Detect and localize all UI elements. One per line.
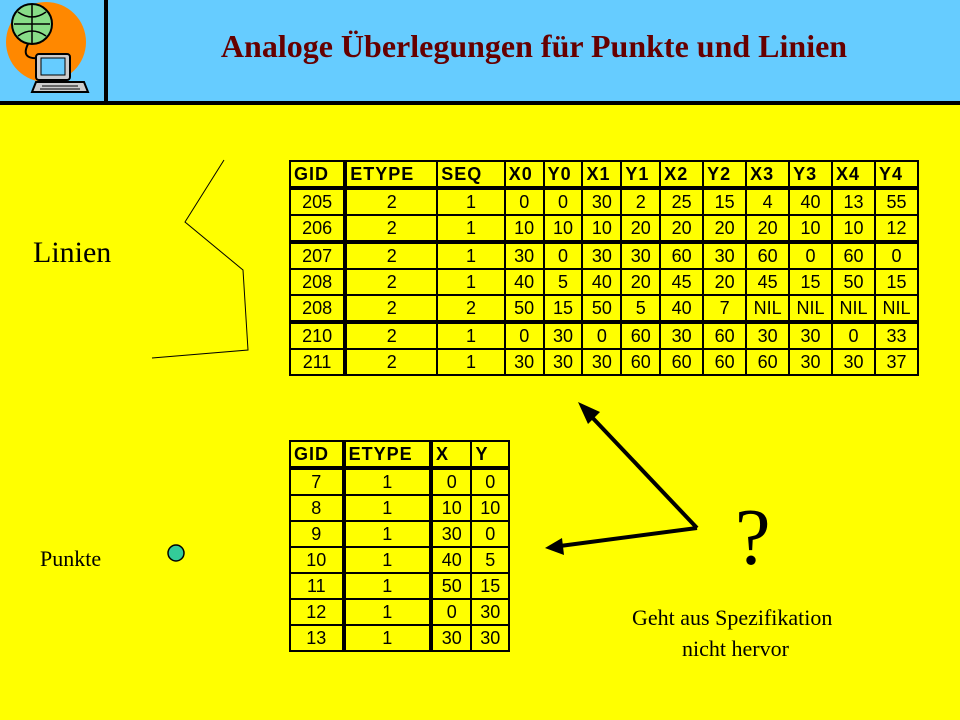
table-cell: 40 (505, 269, 544, 295)
table-cell: 2 (621, 188, 660, 215)
question-mark: ? (735, 494, 771, 582)
table-cell: 60 (832, 242, 875, 269)
table-cell: 1 (437, 349, 505, 375)
table-cell: 30 (582, 349, 621, 375)
table-row (290, 468, 509, 495)
table-cell: 2 (345, 295, 437, 322)
table-cell: 208 (290, 295, 345, 322)
table-cell: 2 (345, 242, 437, 269)
note-line-2: nicht hervor (682, 636, 789, 661)
table-cell: 60 (703, 349, 746, 375)
table-cell: 2 (345, 349, 437, 375)
table-cell: 60 (660, 349, 703, 375)
arrow-to-punkte-shaft (560, 528, 697, 546)
table-cell: NIL (875, 295, 918, 322)
table-cell: 10 (290, 547, 344, 573)
punkte-label: Punkte (40, 546, 102, 571)
table-cell: 20 (703, 269, 746, 295)
column-header: X1 (582, 161, 621, 188)
table-cell: 0 (544, 188, 583, 215)
linien-label: Linien (33, 236, 112, 269)
table-cell: NIL (746, 295, 789, 322)
table-cell: 5 (621, 295, 660, 322)
table-cell: 30 (431, 625, 471, 651)
table-cell: 45 (660, 269, 703, 295)
table-cell: 1 (437, 269, 505, 295)
table-cell: 10 (582, 215, 621, 242)
table-cell: 211 (290, 349, 345, 375)
column-header: Y3 (789, 161, 832, 188)
table-cell: 20 (703, 215, 746, 242)
table-cell: 50 (505, 295, 544, 322)
column-header: ETYPE (344, 441, 431, 468)
table-cell: 50 (582, 295, 621, 322)
page-title: Analoge Überlegungen für Punkte und Linien (220, 28, 848, 64)
table-cell: 12 (290, 599, 344, 625)
table-cell: 1 (344, 547, 431, 573)
table-cell: NIL (832, 295, 875, 322)
table-cell: 55 (875, 188, 918, 215)
table-cell: 10 (544, 215, 583, 242)
table-cell: 60 (660, 242, 703, 269)
table-cell: 0 (544, 242, 583, 269)
table-cell: 60 (746, 242, 789, 269)
table-cell: 0 (505, 322, 544, 349)
table-cell: 7 (290, 468, 344, 495)
column-header: Y0 (544, 161, 583, 188)
table-cell: 0 (875, 242, 918, 269)
table-cell: 1 (437, 322, 505, 349)
table-cell: 1 (344, 625, 431, 651)
table-cell: 37 (875, 349, 918, 375)
table-cell: 30 (505, 242, 544, 269)
table-cell: 13 (832, 188, 875, 215)
table-cell: 30 (703, 242, 746, 269)
table-cell: 0 (471, 468, 509, 495)
table-cell: 30 (621, 242, 660, 269)
table-cell: 15 (703, 188, 746, 215)
table-cell: 20 (621, 269, 660, 295)
table-cell: 15 (544, 295, 583, 322)
column-header: X2 (660, 161, 703, 188)
table-cell: 10 (431, 495, 471, 521)
table-cell: 30 (789, 349, 832, 375)
column-header: GID (290, 161, 345, 188)
table-row (290, 242, 918, 269)
table-cell: 60 (621, 322, 660, 349)
table-cell: 60 (621, 349, 660, 375)
table-cell: 40 (582, 269, 621, 295)
table-cell: 15 (471, 573, 509, 599)
punkte-table (289, 440, 510, 652)
table-cell: 210 (290, 322, 345, 349)
column-header: GID (290, 441, 344, 468)
table-cell: 20 (660, 215, 703, 242)
table-row (290, 625, 509, 651)
table-row (290, 573, 509, 599)
table-cell: 2 (345, 188, 437, 215)
table-row (290, 599, 509, 625)
table-cell: 0 (431, 599, 471, 625)
table-row (290, 295, 918, 322)
table-cell: 30 (789, 322, 832, 349)
table-cell: 40 (789, 188, 832, 215)
column-header: X4 (832, 161, 875, 188)
table-cell: 1 (344, 521, 431, 547)
arrow-to-punkte-head (545, 538, 564, 555)
table-row (290, 349, 918, 375)
column-header: ETYPE (345, 161, 437, 188)
table-cell: 10 (505, 215, 544, 242)
table-cell: 0 (789, 242, 832, 269)
table-cell: 0 (431, 468, 471, 495)
table-cell: NIL (789, 295, 832, 322)
table-cell: 205 (290, 188, 345, 215)
table-cell: 10 (832, 215, 875, 242)
table-cell: 8 (290, 495, 344, 521)
table-cell: 2 (345, 322, 437, 349)
table-cell: 20 (746, 215, 789, 242)
note-line-1: Geht aus Spezifikation (632, 605, 833, 630)
table-cell: 1 (437, 188, 505, 215)
table-cell: 50 (431, 573, 471, 599)
table-cell: 30 (505, 349, 544, 375)
table-cell: 60 (703, 322, 746, 349)
table-cell: 2 (345, 215, 437, 242)
table-cell: 15 (875, 269, 918, 295)
column-header: X (431, 441, 471, 468)
punkte-header-row (290, 441, 509, 468)
table-cell: 15 (789, 269, 832, 295)
sample-polyline (152, 160, 248, 358)
table-cell: 0 (582, 322, 621, 349)
table-cell: 11 (290, 573, 344, 599)
table-cell: 9 (290, 521, 344, 547)
table-cell: 1 (344, 573, 431, 599)
table-cell: 10 (471, 495, 509, 521)
table-cell: 2 (345, 269, 437, 295)
table-cell: 13 (290, 625, 344, 651)
table-cell: 206 (290, 215, 345, 242)
table-cell: 60 (746, 349, 789, 375)
table-cell: 1 (344, 495, 431, 521)
table-cell: 30 (746, 322, 789, 349)
table-row (290, 547, 509, 573)
table-cell: 4 (746, 188, 789, 215)
linien-header-row (290, 161, 918, 188)
column-header: Y (471, 441, 509, 468)
table-cell: 30 (582, 188, 621, 215)
column-header: Y1 (621, 161, 660, 188)
column-header: X0 (505, 161, 544, 188)
table-row (290, 322, 918, 349)
table-cell: 30 (544, 349, 583, 375)
sample-point (168, 545, 184, 561)
column-header: SEQ (437, 161, 505, 188)
table-cell: 1 (437, 215, 505, 242)
table-row (290, 521, 509, 547)
table-cell: 45 (746, 269, 789, 295)
table-cell: 0 (505, 188, 544, 215)
arrow-to-linien-shaft (588, 413, 697, 528)
table-cell: 33 (875, 322, 918, 349)
linien-table (289, 160, 919, 376)
table-cell: 10 (789, 215, 832, 242)
table-cell: 1 (344, 599, 431, 625)
table-cell: 1 (344, 468, 431, 495)
table-cell: 40 (431, 547, 471, 573)
table-cell: 30 (471, 599, 509, 625)
table-cell: 25 (660, 188, 703, 215)
table-cell: 30 (471, 625, 509, 651)
table-cell: 30 (544, 322, 583, 349)
column-header: Y2 (703, 161, 746, 188)
table-cell: 7 (703, 295, 746, 322)
column-header: Y4 (875, 161, 918, 188)
table-cell: 20 (621, 215, 660, 242)
table-cell: 208 (290, 269, 345, 295)
table-cell: 1 (437, 242, 505, 269)
table-row (290, 215, 918, 242)
table-cell: 5 (471, 547, 509, 573)
table-cell: 2 (437, 295, 505, 322)
column-header: X3 (746, 161, 789, 188)
table-cell: 207 (290, 242, 345, 269)
table-row (290, 495, 509, 521)
table-cell: 30 (582, 242, 621, 269)
table-cell: 50 (832, 269, 875, 295)
table-cell: 40 (660, 295, 703, 322)
table-cell: 30 (431, 521, 471, 547)
table-cell: 12 (875, 215, 918, 242)
table-cell: 30 (660, 322, 703, 349)
table-row (290, 269, 918, 295)
table-cell: 0 (471, 521, 509, 547)
table-cell: 5 (544, 269, 583, 295)
table-row (290, 188, 918, 215)
table-cell: 30 (832, 349, 875, 375)
table-cell: 0 (832, 322, 875, 349)
